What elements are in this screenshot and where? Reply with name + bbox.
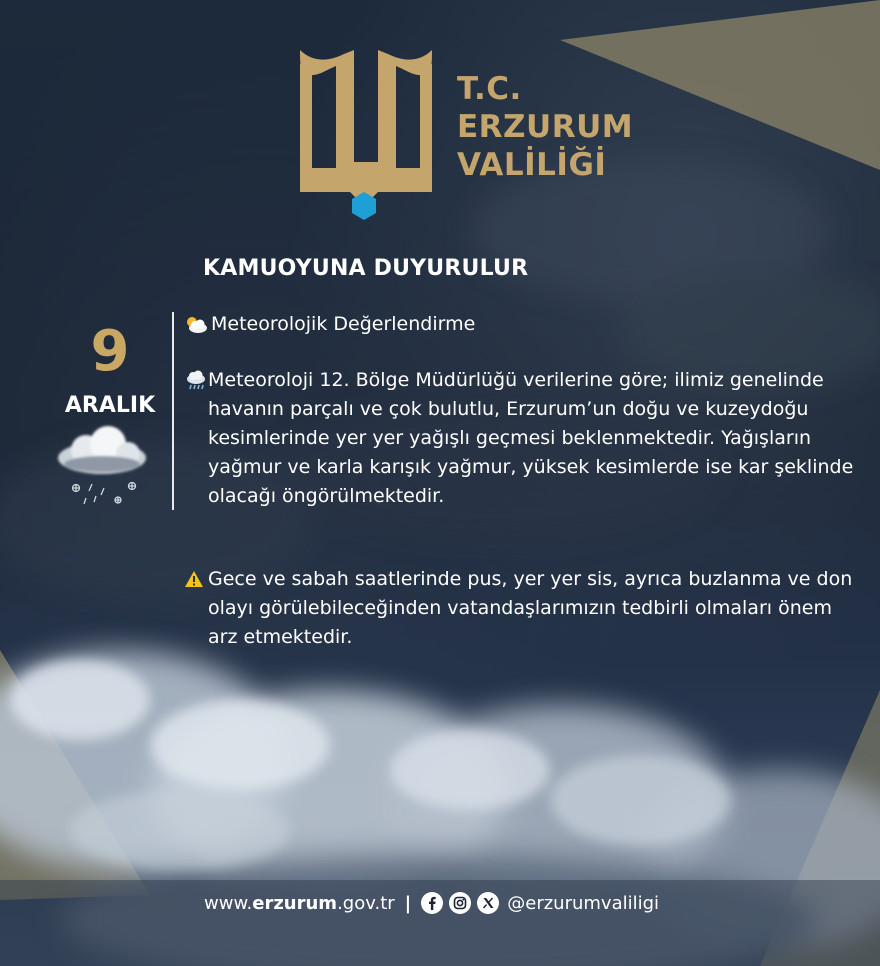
brand-line-tc: T.C. <box>457 71 522 107</box>
brand-line-valilik: VALİLİĞİ <box>457 147 607 183</box>
x-icon[interactable] <box>477 892 499 914</box>
sun-behind-cloud-icon <box>184 315 208 335</box>
item-text: Meteorolojik Değerlendirme <box>211 313 476 335</box>
url-prefix: www. <box>204 892 253 914</box>
cloud-rain-icon <box>185 370 207 392</box>
instagram-icon[interactable] <box>449 892 471 914</box>
valilik-logo-icon <box>292 44 440 224</box>
warning-paragraph <box>184 565 864 652</box>
footer <box>204 888 659 918</box>
facebook-icon[interactable] <box>421 892 443 914</box>
vertical-divider <box>172 312 174 510</box>
url-suffix: .gov.tr <box>337 892 395 914</box>
footer-separator: | <box>404 892 412 914</box>
warning-icon <box>184 570 204 588</box>
cloud-rain-snow-icon <box>52 422 152 508</box>
date-month: ARALIK <box>64 393 156 418</box>
social-handle[interactable]: @erzurumvaliligi <box>507 892 660 914</box>
item-text: Gece ve sabah saatlerinde pus, yer yer sis, ayrıca buzlanma ve don olayı görülebileceğinden vatandaşlarımızın tedbirli olmaları önem arz etmektedir. <box>208 568 853 648</box>
brand-name <box>457 70 633 184</box>
website-link[interactable] <box>204 893 395 914</box>
brand-line-city: ERZURUM <box>457 109 634 145</box>
item-text: Meteoroloji 12. Bölge Müdürlüğü verilerine göre; ilimiz genelinde havanın parçalı ve çok bulutlu, Erzurum’un doğu ve kuzeydoğu kesimlerinde yer yer yağışlı geçmesi beklenmektedir. Yağışların yağmur ve karla karışık yağmur, yüksek kesimlerde ise kar şeklinde olacağı öngörülmektedir. <box>208 369 854 507</box>
page-title: KAMUOYUNA DUYURULUR <box>203 256 529 281</box>
date-day: 9 <box>90 319 130 384</box>
url-domain: erzurum <box>252 892 338 914</box>
section-heading <box>184 310 864 339</box>
forecast-paragraph <box>184 366 864 511</box>
